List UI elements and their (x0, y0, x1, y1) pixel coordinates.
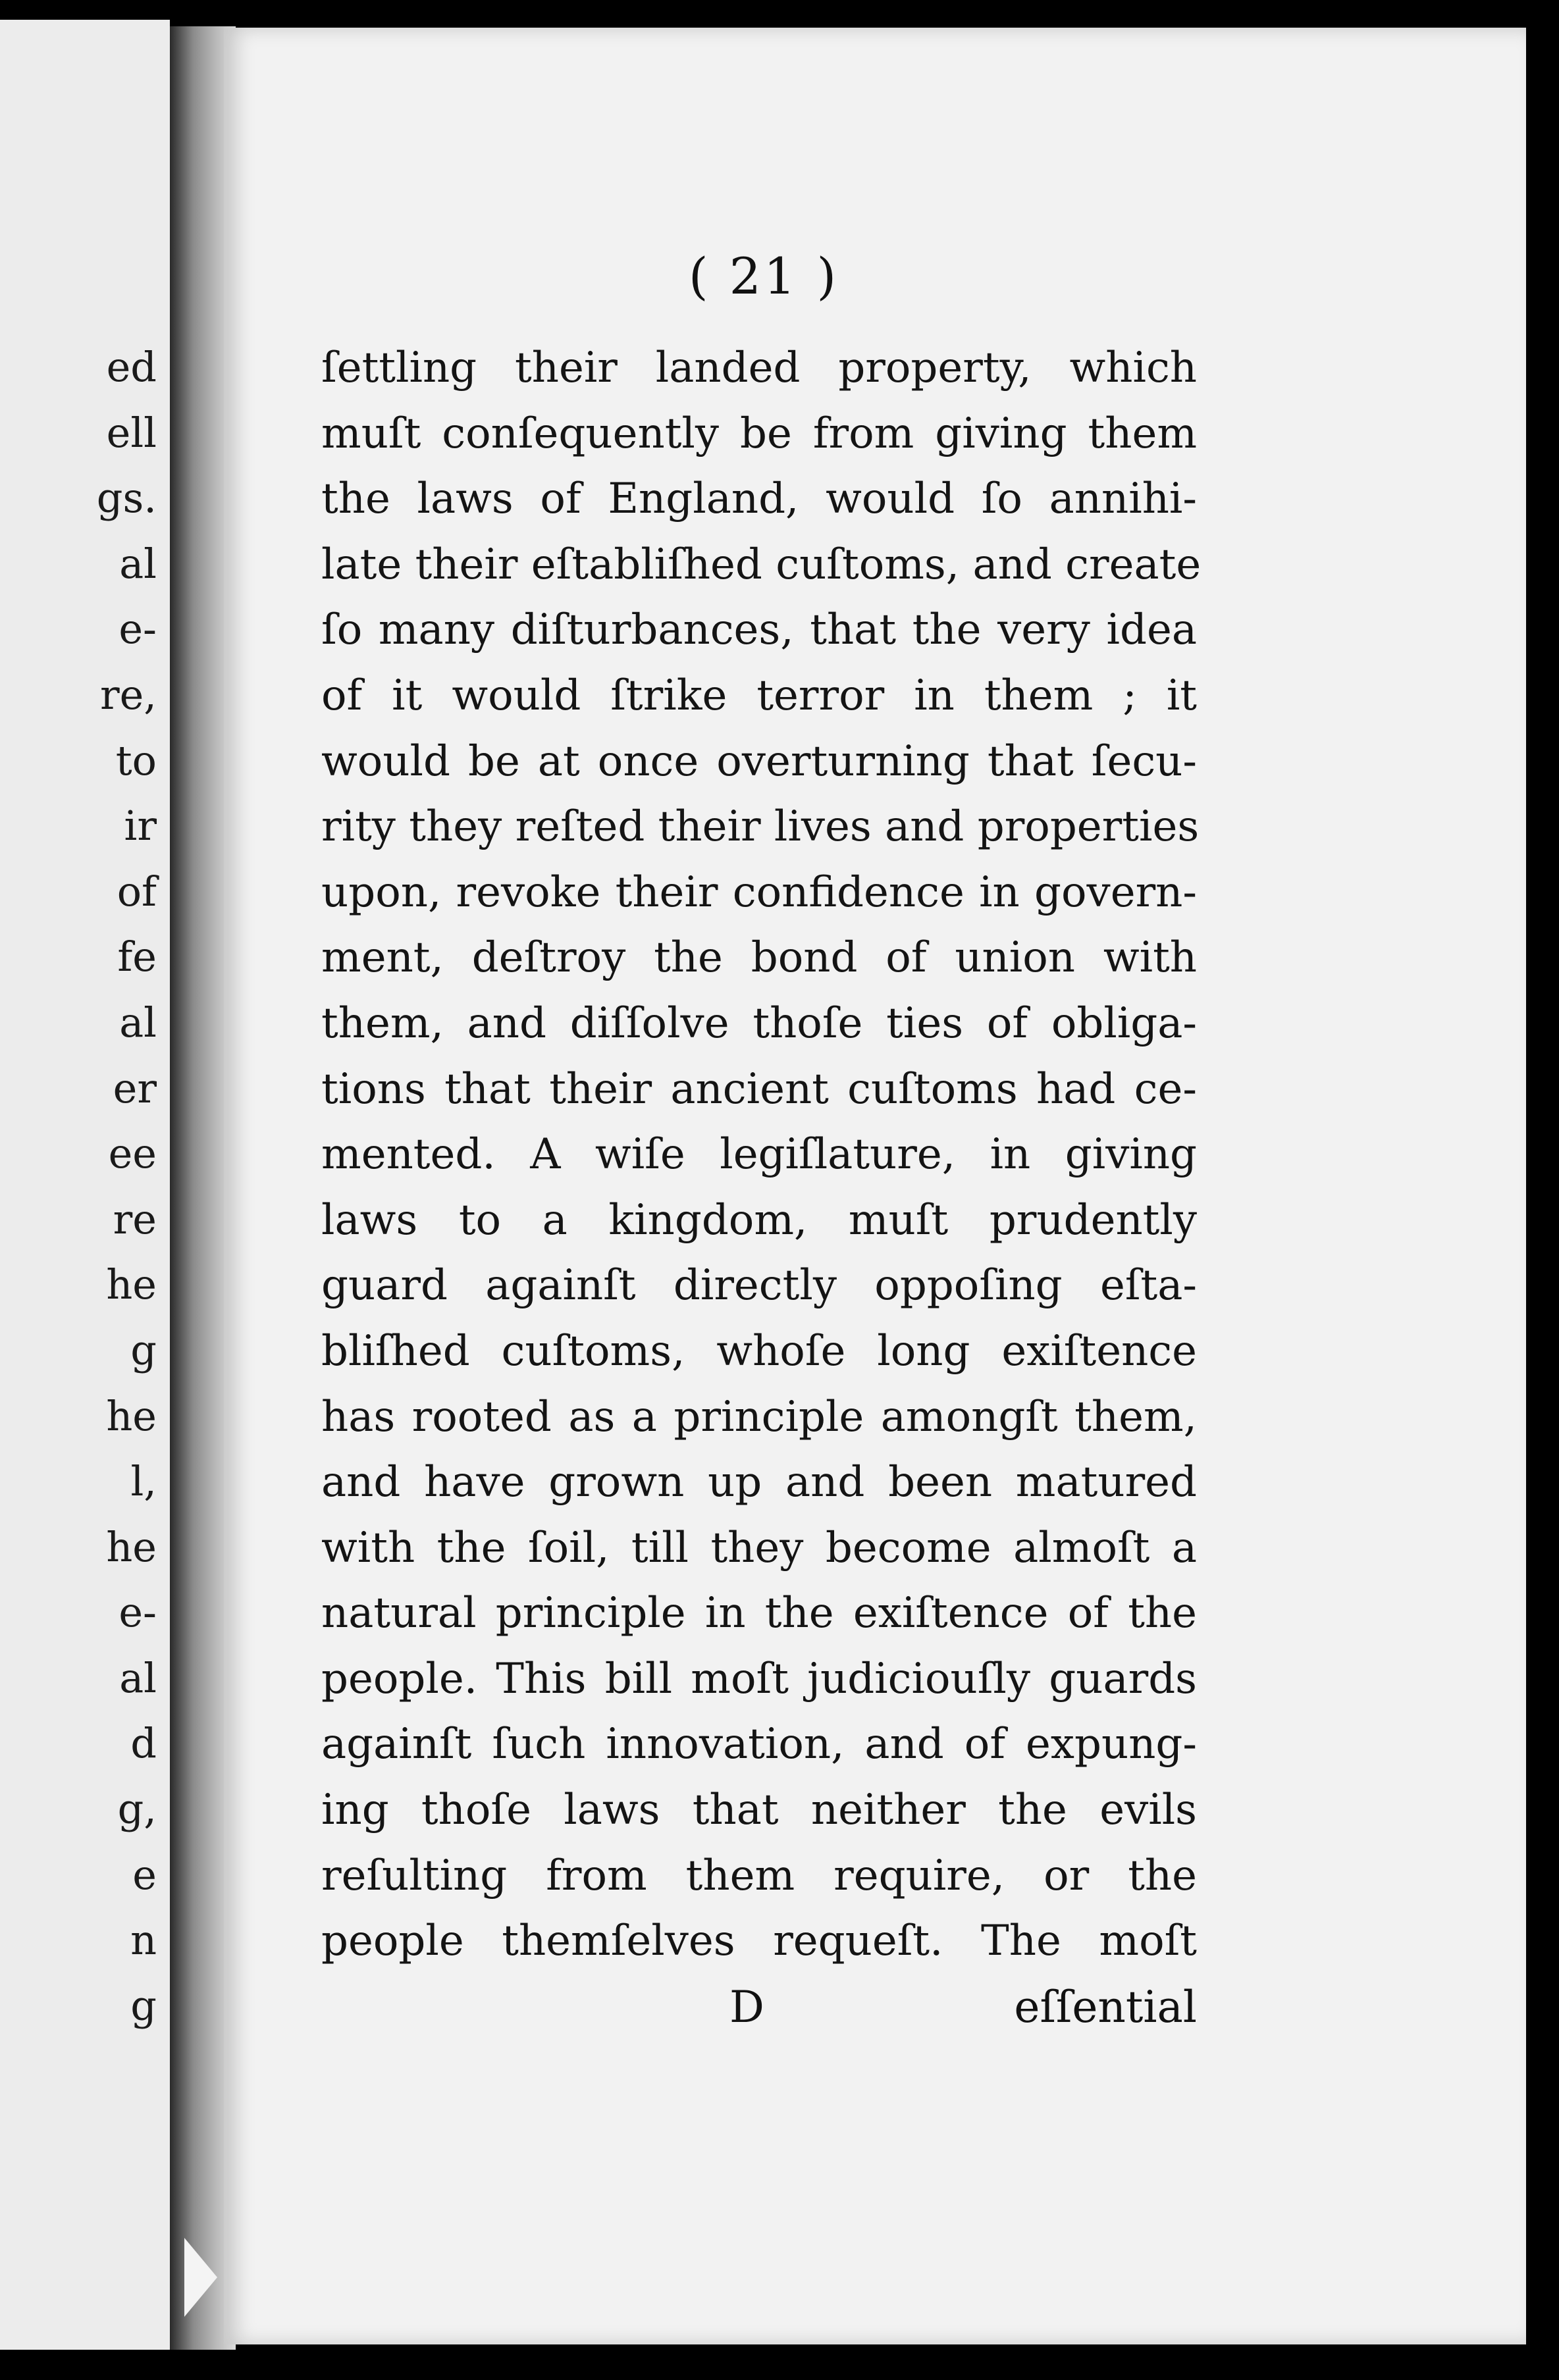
text-line: has rooted as a principle amongſt them, (321, 1392, 1197, 1441)
left-page-fragment: he (106, 1391, 157, 1440)
left-page-fragment: g (130, 1981, 157, 2030)
catchword: eſſential (1014, 1982, 1197, 2032)
left-page-fragment: ell (106, 408, 157, 457)
text-line: with the ſoil, till they become almoſt a (321, 1523, 1197, 1572)
scan-bottom-border (0, 2350, 1559, 2380)
text-line: reſulting from them require, or the (321, 1851, 1197, 1900)
text-line: ſo many diſturbances, that the very idea (321, 606, 1197, 655)
left-page-fragment: g, (117, 1785, 157, 1834)
page-corner-fold (184, 2238, 217, 2317)
left-page-fragment: gs. (96, 474, 157, 523)
text-line: of it would ſtrike terror in them ; it (321, 671, 1197, 720)
body-text (321, 336, 1202, 1975)
text-line: late their eſtabliſhed cuſtoms, and create (321, 540, 1202, 589)
text-line: muſt conſequently be from giving them (321, 409, 1197, 458)
text-line: bliſhed cuſtoms, whoſe long exiſtence (321, 1326, 1197, 1376)
left-page-fragment: re, (99, 670, 157, 719)
left-page-fragment: al (119, 539, 157, 588)
left-page-fragment: l, (130, 1457, 157, 1506)
text-line: people. This bill moſt judiciouſly guards (321, 1654, 1197, 1703)
text-line: guard againſt directly oppoſing eſta- (321, 1261, 1197, 1310)
left-page-fragment: er (113, 1064, 157, 1112)
text-line: natural principle in the exiſtence of the (321, 1589, 1197, 1638)
text-line: ment, deſtroy the bond of union with (321, 933, 1197, 983)
left-page-fragment: ee (108, 1129, 157, 1178)
left-page-fragment: he (106, 1260, 157, 1309)
left-page-fragment: ir (124, 802, 157, 850)
page-number-header: ( 21 ) (688, 247, 839, 305)
text-line: ſettling their landed property, which (321, 344, 1197, 392)
text-line: rity they reſted their lives and properties (321, 802, 1200, 852)
page-footer (321, 1975, 1197, 2040)
text-line: them, and diſſolve thoſe ties of obliga- (321, 998, 1197, 1048)
left-page-fragment: e (132, 1850, 157, 1899)
text-line: ing thoſe laws that neither the evils (321, 1786, 1197, 1835)
text-line: upon, revoke their confidence in govern- (321, 867, 1197, 917)
text-line: againſt ſuch innovation, and of expung- (321, 1720, 1197, 1769)
left-page-fragment: ed (106, 343, 157, 391)
left-page-fragment: n (130, 1916, 157, 1965)
left-page-fragment: al (119, 998, 157, 1047)
left-facing-page (0, 20, 170, 2350)
left-page-fragment: e- (119, 1588, 157, 1637)
left-page-fragment: al (119, 1653, 157, 1702)
left-page-fragment: e- (119, 605, 157, 654)
left-page-fragment: of (117, 867, 157, 916)
text-line: mented. A wiſe legiſlature, in giving (321, 1130, 1197, 1179)
text-line: the laws of England, would ſo annihi- (321, 475, 1197, 524)
signature-mark: D (729, 1982, 764, 2032)
left-page-fragment: d (130, 1719, 157, 1768)
text-line: and have grown up and been matured (321, 1458, 1197, 1507)
left-page-fragment: to (115, 736, 157, 785)
text-line: laws to a kingdom, muſt prudently (321, 1195, 1197, 1245)
text-line: tions that their ancient cuſtoms had ce- (321, 1064, 1197, 1114)
left-page-fragment: re (113, 1195, 157, 1243)
left-page-fragment: g (130, 1326, 157, 1374)
left-page-fragment: he (106, 1522, 157, 1571)
left-page-text-fragments (0, 334, 170, 2038)
text-line: would be at once overturning that ſecu- (321, 737, 1197, 786)
left-page-fragment: fe (117, 933, 157, 981)
text-line: people themſelves requeſt. The moſt (321, 1917, 1197, 1966)
